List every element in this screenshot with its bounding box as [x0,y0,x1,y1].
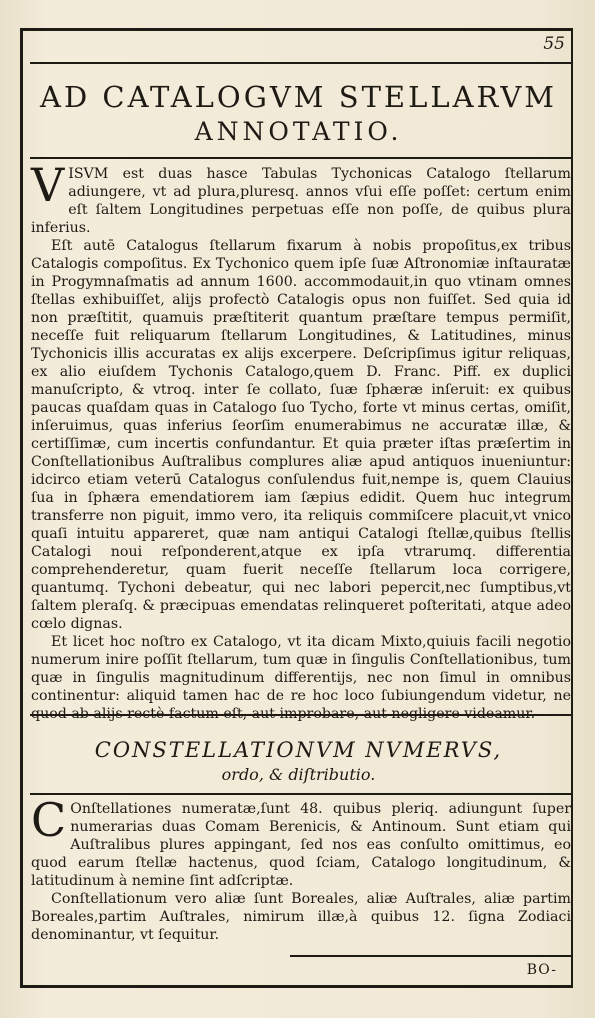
section-heading: CONSTELLATIONVM NVMERVS, [94,738,503,762]
bottom-rule [290,955,571,957]
annotatio-paragraph-1: VISVM est duas hasce Tabulas Tychonicas Catalogo ſtellarum adiungere, vt ad plura,pluresq. annos vſui eſſe poſſet: certum enim eſt ſaltem Longitudines perpetuas eſſe non poſſe, de quibus plura inferius. [31,158,571,236]
constellationes-paragraph-2: Conſtellationum vero aliæ ſunt Boreales, aliæ Auſtrales, aliæ partim Boreales,partim Auſtrales, nimirum illæ,à quibus 12. ſigna Zodiaci denominantur, vt ſequitur. [31,891,571,943]
annotatio-paragraph-3: Et licet hoc noſtro ex Catalogo, vt ita dicam Mixto,quiuis facili negotio numerum inire poſſit ſtellarum, tum quæ in ſingulis Conſtellationibus, tum quæ in ſingulis magnitudinum differentijs, nec non ſimul in omnibus continentur: aliquid tamen hac de re hoc loco ſubiungendum videtur, ne quod ab alijs rectè factum eſt, aut improbare, aut negligere videamur. [31,634,571,722]
title-rule [30,157,571,159]
page-title: AD CATALOGVM STELLARVM [40,80,557,114]
page-subtitle: ANNOTATIO. [194,117,403,146]
section-rule-2 [30,793,571,795]
catchword: BO- [526,962,557,978]
top-rule [30,62,571,64]
annotatio-paragraph-2: Eſt autē Catalogus ſtellarum fixarum à nobis propoſitus,ex tribus Catalogis compoſitus. Ex Tychonico quem ipſe ſuæ Aſtronomiæ inſtauratæ in Progymnaſmatis ad annum 1600. accommodauit,in quo vtinam omnes ſtellas exhibuiſſet, alijs profectò Catalogis opus non fuiſſet. Sed quia id non præſtitit, quamuis præſtiterit quantum præſtare tempus permiſit, neceſſe fuit reliquarum ſtellarum Longitudines, & Latitudines, minus Tychonicis illis accuratas ex alijs excerpere. Deſcripſimus igitur reliquas, ex alio eiuſdem Tychonis Catalogo,quem D. Franc. Piff. ex duplici manuſcripto, & vtroq. inter ſe collato, ſuæ ſphæræ inſeruit: ex quibus paucas quaſdam quas in Catalogo ſuo Tycho, forte vt minus certas, omiſit, inſeruimus, quas inferius ſeorſim enumerabimus ne accuratæ illæ, & certiſſimæ, cum incertis confundantur. Et quia præter iſtas præſertim in Conſtellationibus Auſtralibus complures aliæ apud antiquos inueniuntur: idcirco etiam veterū Catalogus conſulendus fuit,nempe is, quem Clauius ſua in ſphæra emendatiorem iam ſæpius edidit. Quem huc integrum transferre non piguit, immo vero, ita reliquis commiſcere placuit,vt vnico quaſi intuitu appareret, quæ nam antiqui Catalogi ſtellæ,quibus ſtellis Catalogi noui reſponderent,atque ex ipſa vtrarumq. differentia comprehenderetur, quam fuerit neceſſe ſtellarum loca corrigere, quantumq. Tychoni debeatur, qui nec labori pepercit,nec ſumptibus,vt ſaltem pleraſq. & præcipuas emendatas relinqueret poſteritati, atque adeo cœlo dignas. [31,238,571,632]
constellationes-paragraph-1: C Onſtellationes numeratæ,ſunt 48. quibus pleriq. adiungunt ſuper numerarias duas Comam Berenicis, & Antinoum. Sunt etiam qui Auſtralibus plures appingant, ſed nos eas conſulto omittimus, eo quod earum ſtellæ hactenus, quod ſciam, Catalogo longitudinum, & latitudinum à nemine ſint adſcriptæ. [31,793,571,889]
section-rule-1 [30,714,571,716]
page-number: 55 [543,34,565,54]
section-subheading: ordo, & diſtributio. [221,765,376,784]
constellationes-text [31,793,571,944]
drop-cap-v: V [31,158,65,212]
drop-cap-c: C [31,793,67,847]
annotatio-text [31,158,571,723]
